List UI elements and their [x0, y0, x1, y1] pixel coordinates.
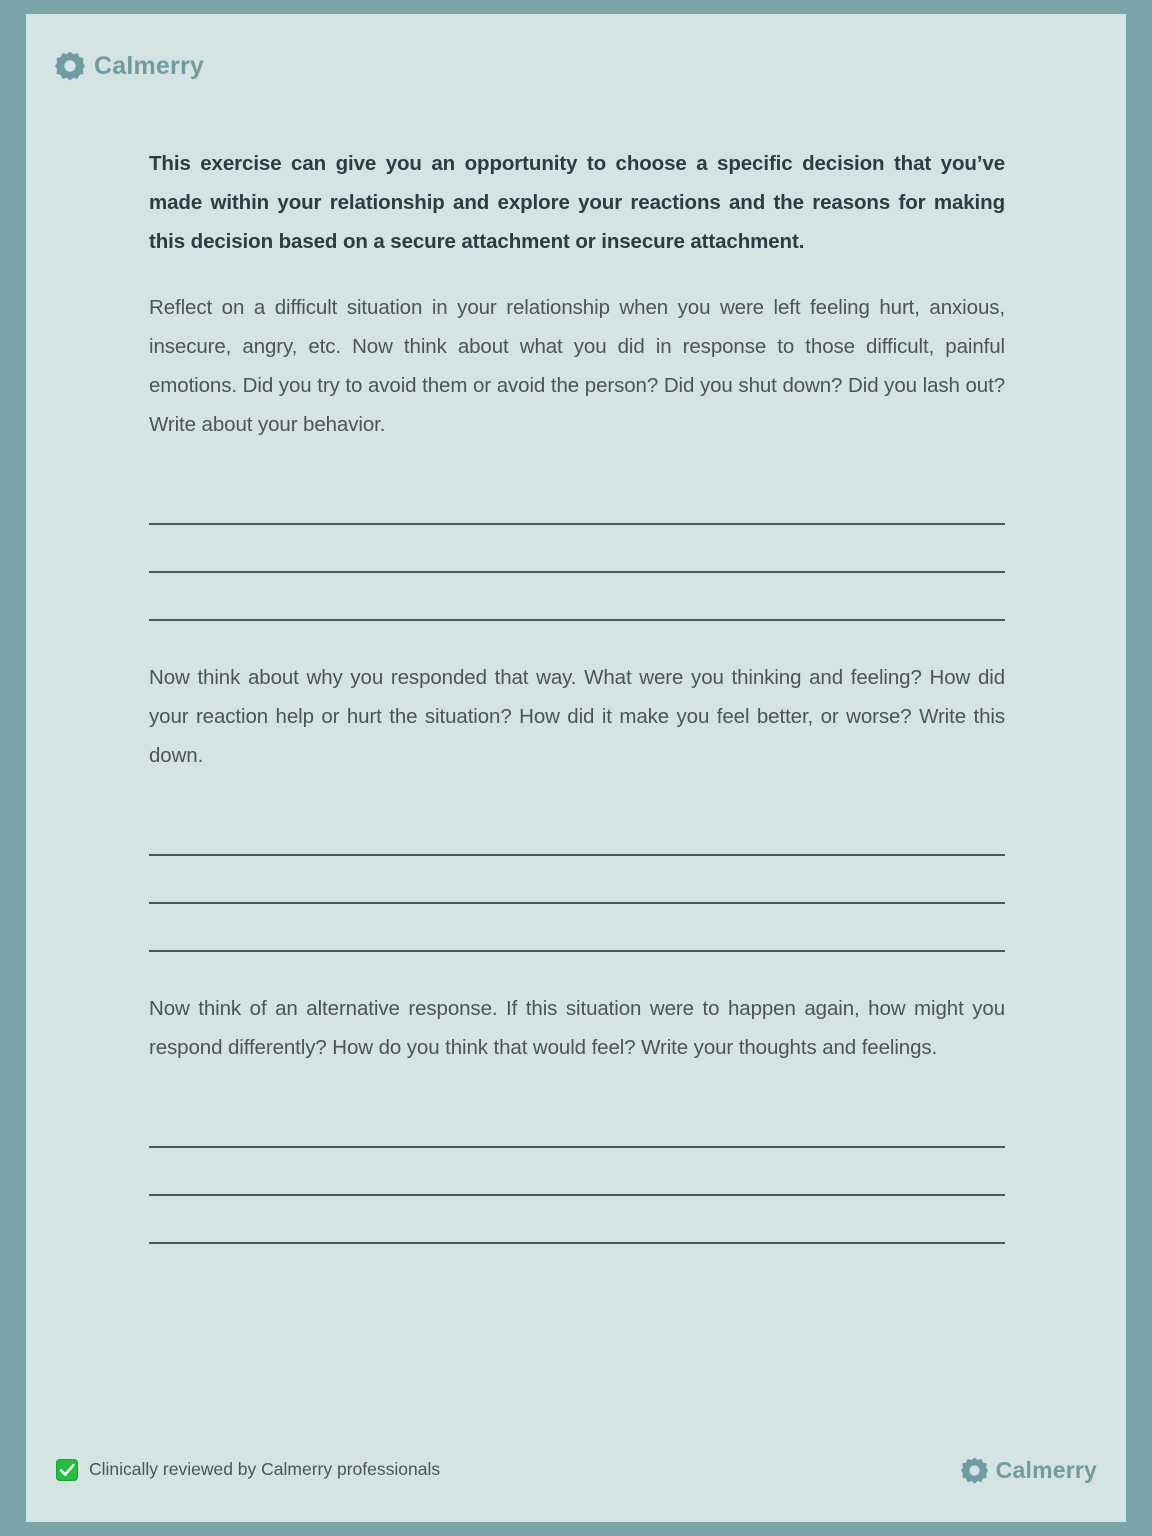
section-2-prompt: Now think about why you responded that way. What were you thinking and feeling? How did your reaction help or hurt the situation? How did it make you feel better, or worse? Write this down. — [149, 666, 1005, 767]
worksheet-page — [26, 14, 1126, 1522]
answer-line[interactable] — [149, 810, 1005, 856]
section-1-answer-area[interactable] — [149, 479, 1005, 621]
answer-line[interactable] — [149, 1102, 1005, 1148]
lead-paragraph: This exercise can give you an opportunity to choose a specific decision that you’ve made within your relationship and explore your reactions and the reasons for making this decision based on a secure attachment or insecure attachment. — [149, 152, 1005, 253]
spacer — [149, 1067, 1005, 1102]
section-1-prompt: Reflect on a difficult situation in your relationship when you were left feeling hurt, anxious, insecure, angry, etc. Now think about what you did in response to those difficult, painful emotions. Did you try to avoid them or avoid the person? Did you shut down? Did you lash out? Write about your behavior. — [149, 296, 1005, 436]
section-3-prompt: Now think of an alternative response. If this situation were to happen again, how might you respond differently? How do you think that would feel? Write your thoughts and feelings. — [149, 997, 1005, 1059]
footer-brand-name: Calmerry — [995, 1456, 1097, 1483]
clinically-reviewed-badge — [55, 1458, 440, 1482]
answer-line[interactable] — [149, 525, 1005, 573]
header-brand — [55, 51, 204, 81]
answer-line[interactable] — [149, 573, 1005, 621]
spacer — [149, 952, 1005, 989]
spacer — [149, 261, 1005, 288]
section-3-answer-area[interactable] — [149, 1102, 1005, 1244]
answer-line[interactable] — [149, 904, 1005, 952]
answer-line[interactable] — [149, 1196, 1005, 1244]
green-check-badge-icon — [55, 1458, 79, 1482]
spacer — [149, 775, 1005, 810]
section-2-answer-area[interactable] — [149, 810, 1005, 952]
calmerry-flower-gear-icon — [55, 51, 85, 81]
worksheet-content — [149, 144, 1005, 1244]
page-footer — [55, 1454, 1097, 1486]
brand-name: Calmerry — [94, 51, 204, 80]
spacer — [149, 444, 1005, 479]
answer-line[interactable] — [149, 856, 1005, 904]
spacer — [149, 621, 1005, 658]
answer-line[interactable] — [149, 1148, 1005, 1196]
reviewed-label: Clinically reviewed by Calmerry professionals — [89, 1459, 441, 1480]
calmerry-flower-gear-icon — [961, 1457, 988, 1484]
footer-brand — [961, 1457, 1097, 1484]
answer-line[interactable] — [149, 479, 1005, 525]
